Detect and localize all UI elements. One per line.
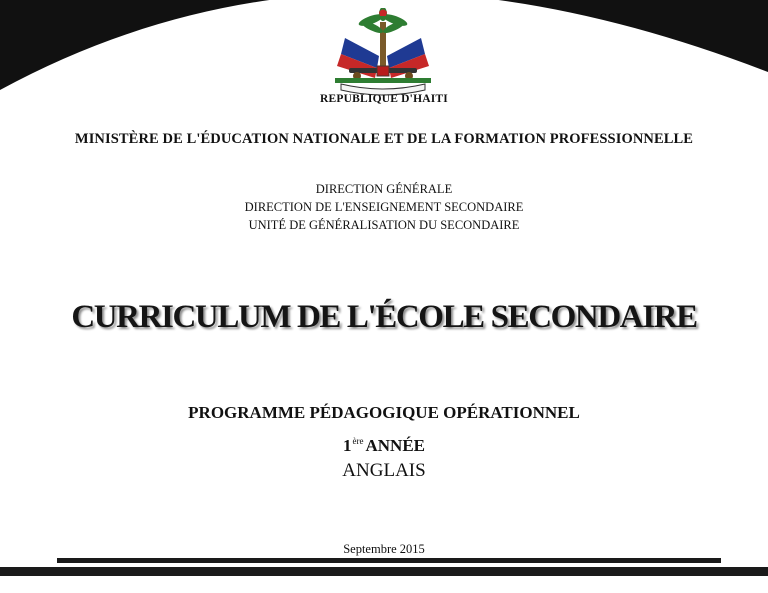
subject-name: ANGLAIS	[342, 460, 426, 481]
year-label	[0, 436, 768, 456]
direction-line: UNITÉ DE GÉNÉRALISATION DU SECONDAIRE	[248, 218, 520, 232]
republic-name: REPUBLIQUE D'HAITI	[320, 93, 448, 105]
year-number: 1	[342, 436, 352, 455]
direction-line: DIRECTION GÉNÉRALE	[315, 182, 453, 196]
year-word: ANNÉE	[365, 436, 425, 455]
footer-rule-thick	[0, 567, 768, 576]
ministry-name: MINISTÈRE DE L'ÉDUCATION NATIONALE ET DE LA FORMATION PROFESSIONNELLE	[74, 131, 694, 147]
publication-date: Septembre 2015	[343, 542, 425, 556]
year-suffix: ère	[352, 436, 364, 446]
directions-block	[0, 180, 768, 234]
footer-rule-thin	[57, 558, 721, 563]
document-title: CURRICULUM DE L'ÉCOLE SECONDAIRE	[71, 299, 697, 335]
direction-line: DIRECTION DE L'ENSEIGNEMENT SECONDAIRE	[244, 200, 524, 214]
coat-of-arms-of-haiti-icon	[327, 8, 439, 96]
program-title: PROGRAMME PÉDAGOGIQUE OPÉRATIONNEL	[188, 403, 580, 422]
